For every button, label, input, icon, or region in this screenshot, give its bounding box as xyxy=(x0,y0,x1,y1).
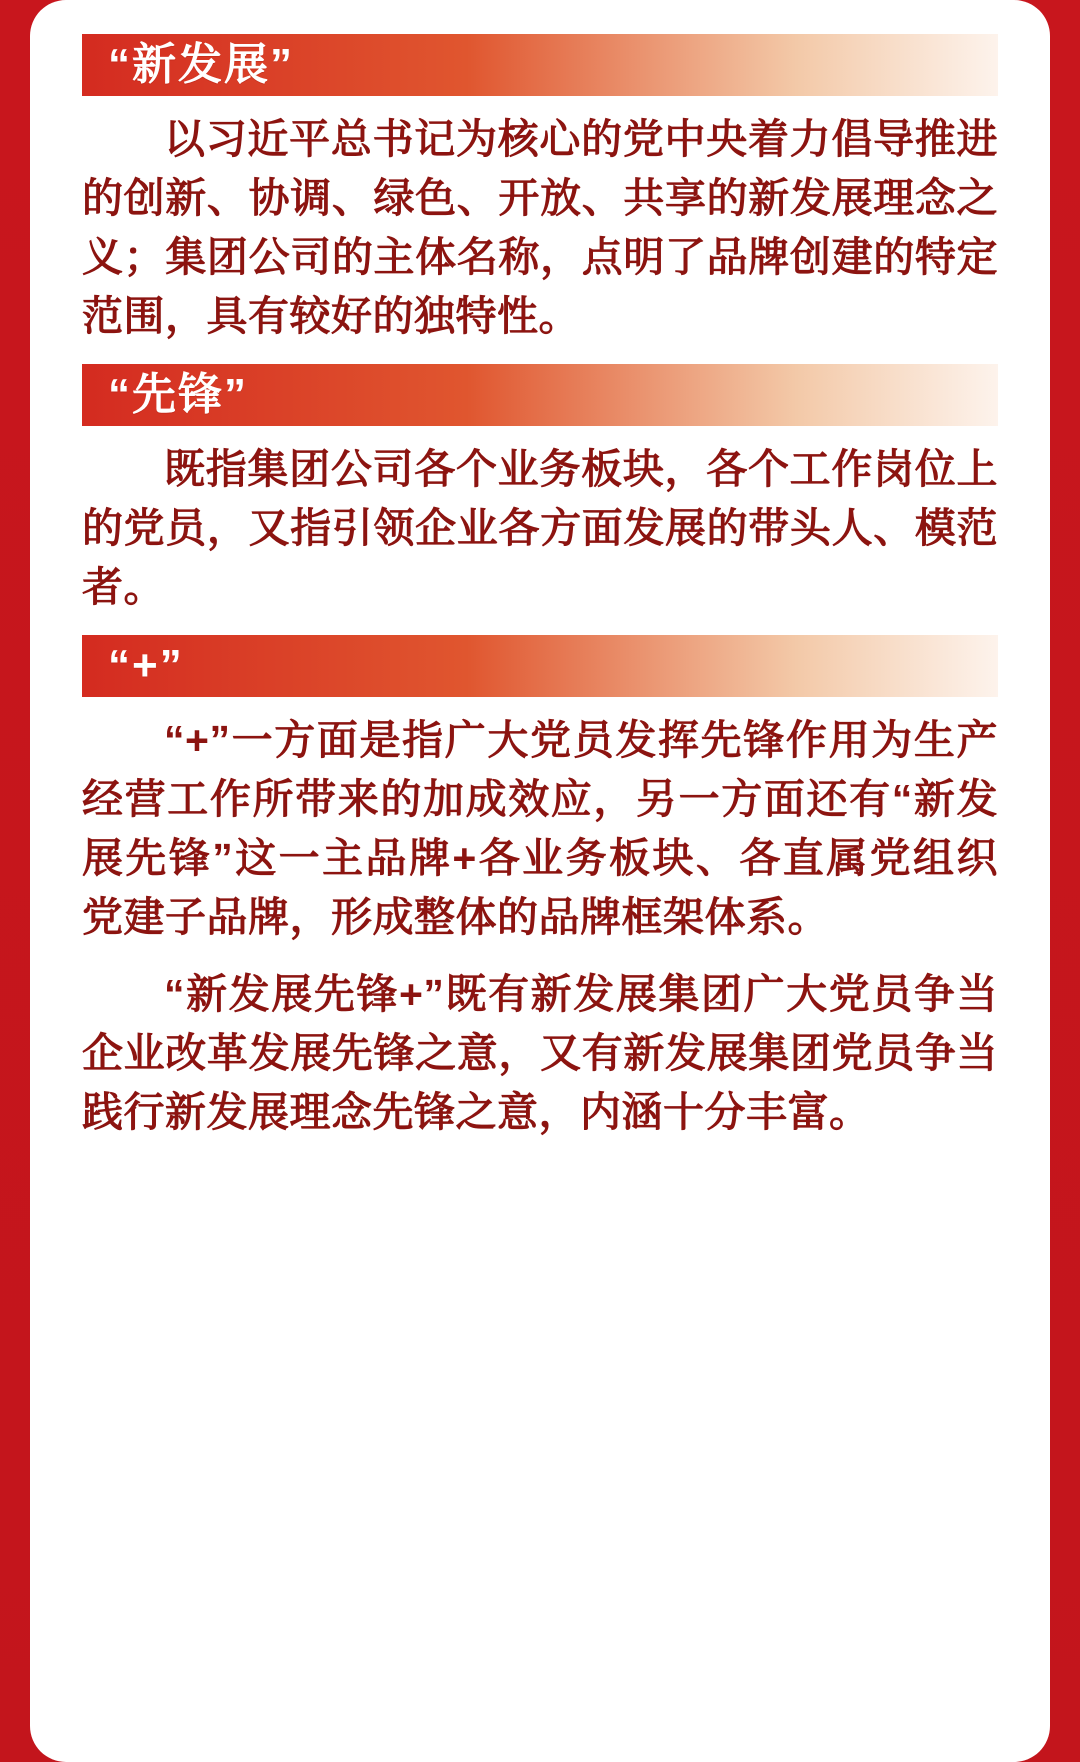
section-vanguard xyxy=(82,364,998,617)
content-card xyxy=(30,0,1050,1762)
section-paragraph: “+”一方面是指广大党员发挥先锋作用为生产经营工作所带来的加成效应，另一方面还有“新发展先锋”这一主品牌+各业务板块、各直属党组织党建子品牌，形成整体的品牌框架体系。 xyxy=(82,717,998,941)
section-new-development xyxy=(82,34,998,346)
section-heading: “新发展” xyxy=(82,34,998,96)
section-paragraph: 以习近平总书记为核心的党中央着力倡导推进的创新、协调、绿色、开放、共享的新发展理念之义；集团公司的主体名称，点明了品牌创建的特定范围，具有较好的独特性。 xyxy=(82,116,998,340)
section-heading: “先锋” xyxy=(82,364,998,426)
section-plus xyxy=(82,635,998,1142)
section-heading: “+” xyxy=(82,635,998,697)
section-paragraph: “新发展先锋+”既有新发展集团广大党员争当企业改革发展先锋之意，又有新发展集团党员争当践行新发展理念先锋之意，内涵十分丰富。 xyxy=(82,971,998,1136)
section-paragraph: 既指集团公司各个业务板块，各个工作岗位上的党员，又指引领企业各方面发展的带头人、模范者。 xyxy=(82,446,998,611)
